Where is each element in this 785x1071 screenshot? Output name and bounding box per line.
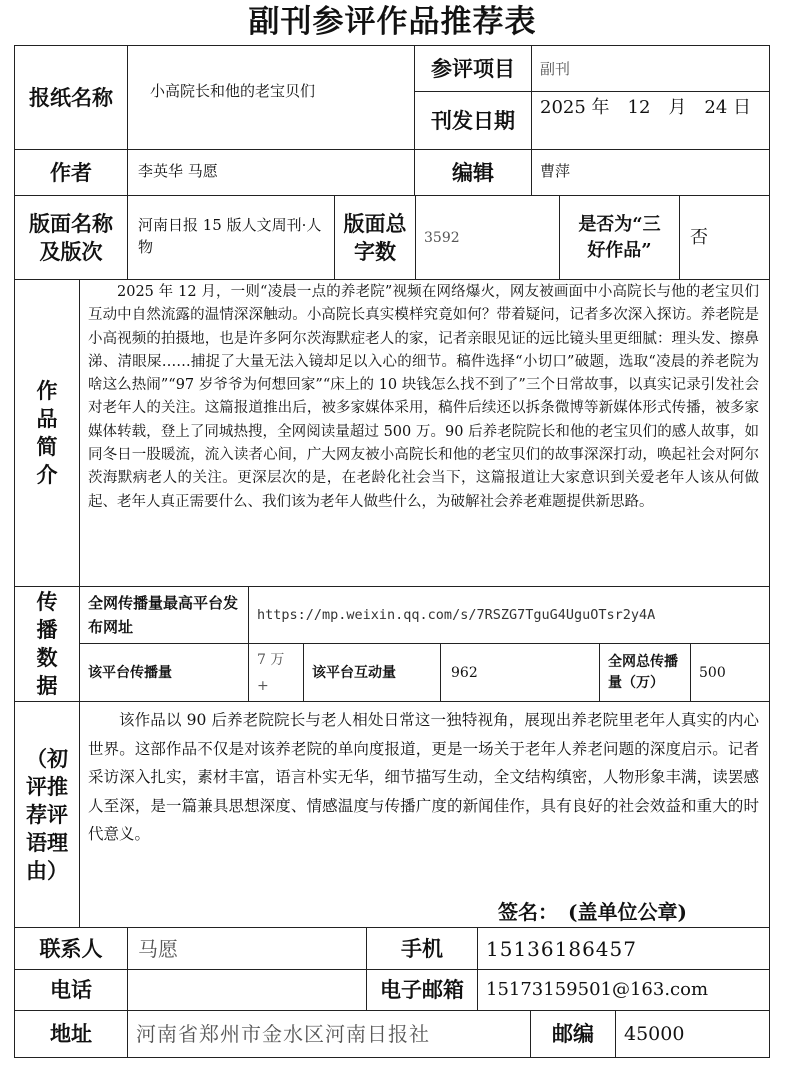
word-count-label-text: 版面总字数 xyxy=(343,210,407,264)
reach-value: 7 万+ xyxy=(248,643,304,702)
email-value: 15173159501@163.com xyxy=(477,969,770,1011)
word-count-value: 3592 xyxy=(415,195,560,280)
platform-url-value[interactable] xyxy=(248,586,770,644)
pub-date-value: 2025 年 12 月 24 日 xyxy=(531,91,770,150)
mobile-value: 15136186457 xyxy=(477,927,770,970)
three-good-label xyxy=(559,195,680,280)
contact-value: 马愿 xyxy=(127,927,367,970)
phone-value xyxy=(127,969,367,1011)
spread-label-text: 传播数据 xyxy=(36,589,58,698)
pub-date-label: 刊发日期 xyxy=(414,91,532,150)
category-value: 副刊 xyxy=(531,45,770,92)
page-value: 河南日报 15 版人文周刊·人物 xyxy=(127,195,335,280)
total-value: 500 xyxy=(690,643,770,702)
editor-value: 曹萍 xyxy=(531,149,770,196)
spread-label xyxy=(14,586,80,702)
three-good-value: 否 xyxy=(679,195,770,280)
author-value: 李英华 马愿 xyxy=(127,149,415,196)
postcode-label: 邮编 xyxy=(530,1010,616,1058)
address-value: 河南省郑州市金水区河南日报社 xyxy=(127,1010,531,1058)
form-title: 副刊参评作品推荐表 xyxy=(248,4,537,40)
page-label xyxy=(14,195,128,280)
postcode-value: 45000 xyxy=(615,1010,770,1058)
contact-label: 联系人 xyxy=(14,927,128,970)
category-label: 参评项目 xyxy=(414,45,532,92)
newspaper-name-value: 小高院长和他的老宝贝们 xyxy=(127,45,415,150)
intro-text: 2025 年 12 月，一则“凌晨一点的养老院”视频在网络爆火，网友被画面中小高院长与他的老宝贝们互动中自然流露的温情深深触动。小高院长真实模样究竟如何？带着疑问，记者多次深入探访。养老院是小高视频的拍摄地，也是许多阿尔茨海默症老人的家，记者亲眼见证的远比镜头里更细腻：理头发、擦鼻涕、清眼屎……捕捉了大量无法入镜却足以入心的细节。稿件选择“小切口”破题，选取“凌晨的养老院为啥这么热闹”“97 岁爷爷为何想回家”“床上的 10 块钱怎么找不到了”三个日常故事，以真实记录引发社会对老年人的关注。这篇报道推出后，被多家媒体采用，稿件后续还以拆条微博等新媒体形式传播，被多家媒体转载，登上了同城热搜，全网阅读量超过 500 万。90 后养老院院长和他的老宝贝们的感人故事，如同冬日一股暖流，流入读者心间，广大网友被小高院长和他的老宝贝们的故事深深打动，唤起社会对阿尔茨海默病老人的关注。更深层次的是，在老龄化社会当下，这篇报道让大家意识到关爱老年人该从何做起、老年人真正需要什么、我们该为老年人做些什么，为破解社会养老难题提供新思路。 xyxy=(79,279,770,587)
review-text: 该作品以 90 后养老院院长与老人相处日常这一独特视角，展现出养老院里老年人真实的内心世界。这部作品不仅是对该养老院的单向度报道，更是一场关于老年人养老问题的深度启示。记者采访深入扎实，素材丰富，语言朴实无华，细节描写生动，全文结构缜密，人物形象丰满，读罢感人至深，是一篇兼具思想深度、情感温度与传播广度的新闻佳作，具有良好的社会效益和重大的时代意义。 xyxy=(79,701,770,928)
mobile-label: 手机 xyxy=(366,927,478,970)
word-count-label xyxy=(334,195,416,280)
intro-label-text: 作品简介 xyxy=(36,378,58,487)
signature-seal-line: 签名： (盖单位公章) xyxy=(498,900,687,924)
page-label-text: 版面名称及版次 xyxy=(29,210,113,264)
phone-label: 电话 xyxy=(14,969,128,1011)
platform-url-link[interactable]: https://mp.weixin.qq.com/s/7RSZG7TguG4UguOTsr2y4A xyxy=(257,607,656,623)
review-label-text: （初评推荐评语理由） xyxy=(26,745,68,883)
intro-label xyxy=(14,279,80,587)
author-label: 作者 xyxy=(14,149,128,196)
total-label: 全网总传播量（万） xyxy=(599,643,691,702)
interact-value: 962 xyxy=(440,643,600,702)
three-good-label-text: 是否为“三好作品” xyxy=(578,213,661,261)
newspaper-name-label: 报纸名称 xyxy=(14,45,128,150)
review-label xyxy=(14,701,80,928)
editor-label: 编辑 xyxy=(414,149,532,196)
platform-url-label: 全网传播量最高平台发布网址 xyxy=(79,586,249,644)
interact-label: 该平台互动量 xyxy=(303,643,441,702)
reach-label: 该平台传播量 xyxy=(79,643,249,702)
email-label: 电子邮箱 xyxy=(366,969,478,1011)
address-label: 地址 xyxy=(14,1010,128,1058)
